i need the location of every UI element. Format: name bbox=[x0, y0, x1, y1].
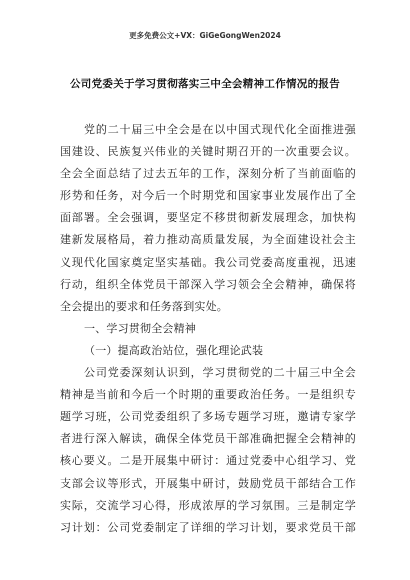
document-body bbox=[60, 119, 356, 539]
body-line: 义现代化国家奠定坚实基础。我公司党委高度重视，迅速 bbox=[60, 255, 356, 269]
body-line: 习计划：公司党委制定了详细的学习计划，要求党员干部 bbox=[60, 520, 356, 534]
body-line: 全会提出的要求和任务落到实处。 bbox=[60, 299, 228, 313]
header-note: 更多免费公文+VX：GiGeGongWen2024 bbox=[129, 31, 281, 40]
body-line: 行动，组织全体党员干部深入学习领会全会精神，确保将 bbox=[60, 277, 356, 291]
body-line: 支部会议等形式，开展集中研讨，鼓励党员干部结合工作 bbox=[60, 476, 356, 490]
body-line: 全会全面总结了过去五年的工作，深刻分析了当前面临的 bbox=[60, 167, 356, 181]
section-heading: 一、学习贯彻全会精神 bbox=[84, 321, 196, 335]
body-line: 者进行深入解读，确保全体党员干部准确把握全会精神的 bbox=[60, 432, 356, 446]
body-line: 核心要义。二是开展集中研讨：通过党委中心组学习、党 bbox=[60, 454, 356, 468]
body-line: 题学习班，公司党委组织了多场专题学习班，邀请专家学 bbox=[60, 410, 356, 424]
body-line: 实际，交流学习心得，形成浓厚的学习氛围。三是制定学 bbox=[60, 498, 356, 512]
body-line: 面部署。全会强调，要坚定不移贯彻新发展理念，加快构 bbox=[60, 211, 356, 225]
body-line: 公司党委深刻认识到，学习贯彻党的二十届三中全会 bbox=[84, 366, 356, 380]
subsection-heading: （一）提高政治站位，强化理论武装 bbox=[84, 343, 264, 357]
body-line: 党的二十届三中全会是在以中国式现代化全面推进强 bbox=[84, 123, 356, 136]
body-line: 国建设、民族复兴伟业的关键时期召开的一次重要会议。 bbox=[60, 145, 356, 159]
body-line: 形势和任务，对今后一个时期党和国家事业发展作出了全 bbox=[60, 189, 356, 203]
body-line: 建新发展格局，着力推动高质量发展，为全面建设社会主 bbox=[60, 233, 356, 247]
document-title: 公司党委关于学习贯彻落实三中全会精神工作情况的报告 bbox=[70, 78, 340, 90]
body-line: 精神是当前和今后一个时期的重要政治任务。一是组织专 bbox=[60, 388, 356, 402]
